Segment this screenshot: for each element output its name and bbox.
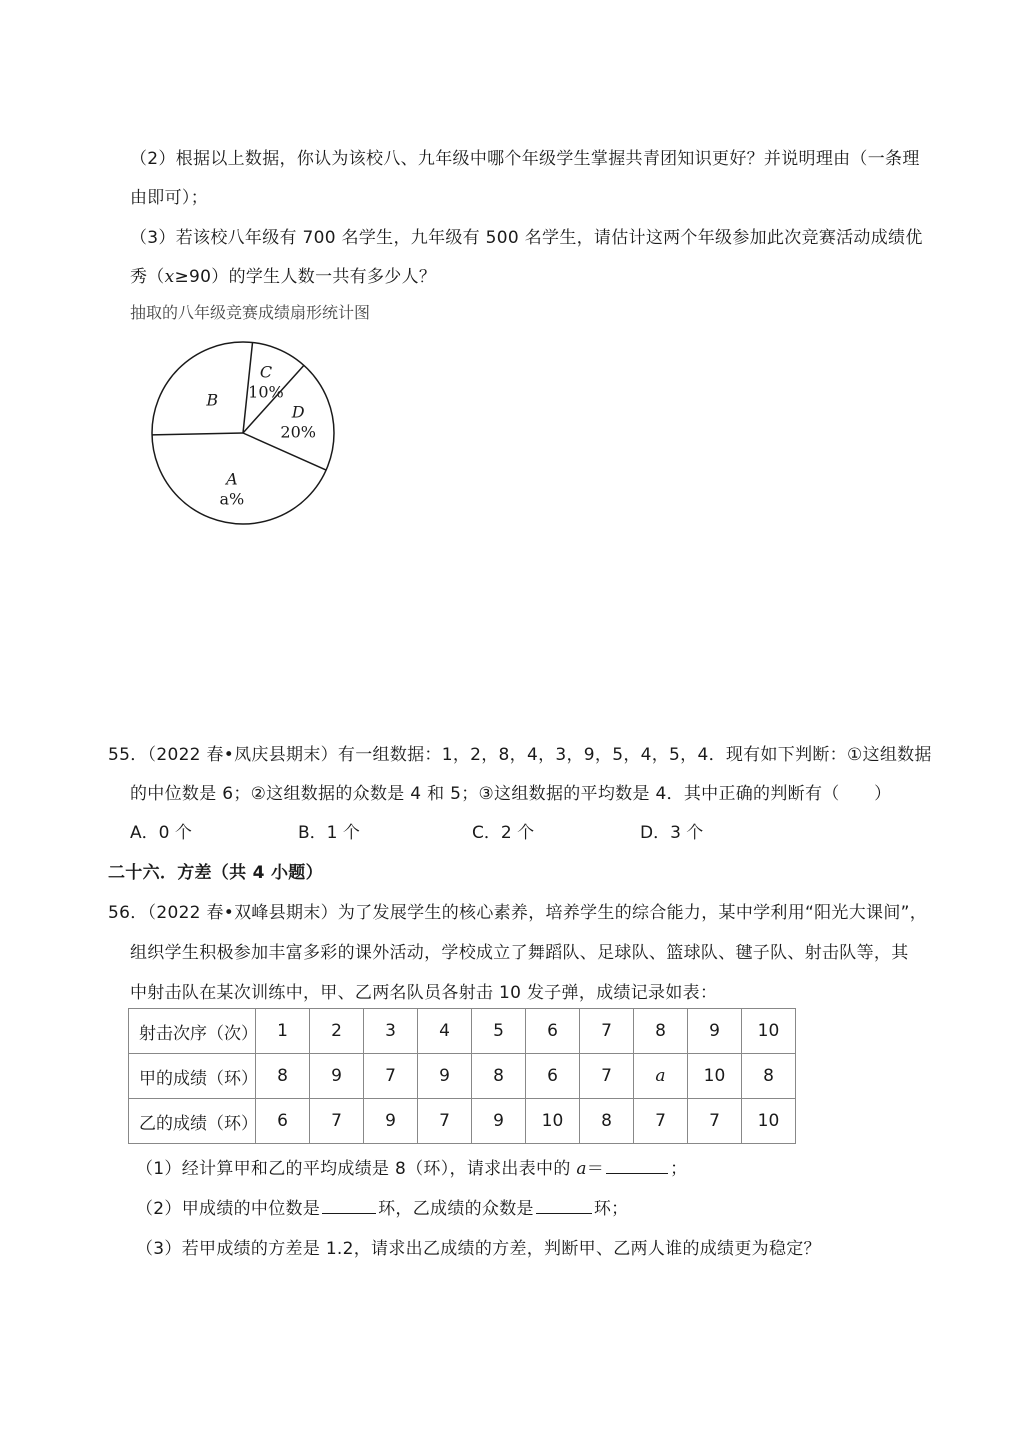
q54-part2-line1: （2）根据以上数据，你认为该校八、九年级中哪个年级学生掌握共青团知识更好？并说明理由（一条理	[130, 149, 920, 169]
table-cell: 9	[688, 1009, 742, 1054]
chart-title: 抽取的八年级竞赛成绩扇形统计图	[130, 303, 371, 322]
q56-sub2	[136, 1194, 628, 1219]
table-cell: 1	[256, 1009, 310, 1054]
table-cell: 8	[256, 1054, 310, 1099]
option-a: A．0 个	[130, 823, 192, 843]
table-cell: 10	[526, 1099, 580, 1144]
table-cell: 6	[256, 1099, 310, 1144]
table-cell: 2	[310, 1009, 364, 1054]
q56-line2: 组织学生积极参加丰富多彩的课外活动，学校成立了舞蹈队、足球队、篮球队、毽子队、射击队等，其	[130, 943, 909, 963]
row-header: 甲的成绩（环）	[129, 1054, 256, 1099]
slice-label-a: A	[226, 469, 238, 489]
q56-sub3: （3）若甲成绩的方差是 1.2，请求出乙成绩的方差，判断甲、乙两人谁的成绩更为稳定？	[136, 1239, 821, 1259]
table-cell-variable-a: a	[634, 1054, 688, 1099]
q56-sub1	[136, 1154, 687, 1179]
table-row-order	[129, 1009, 796, 1054]
table-cell: 6	[526, 1009, 580, 1054]
score-table	[128, 1008, 796, 1144]
pie-chart	[132, 322, 352, 542]
slice-divider-b	[152, 433, 243, 435]
q56-sub2-end: 环；	[593, 1199, 629, 1219]
q54-part3-pre: 秀（	[130, 267, 165, 287]
option-c: C．2 个	[472, 823, 535, 843]
q56-sub2-pre: （2）甲成绩的中位数是	[136, 1199, 321, 1219]
slice-label-b: B	[206, 390, 219, 410]
table-cell: 8	[472, 1054, 526, 1099]
slice-value-d: 20%	[280, 422, 316, 442]
table-cell: 4	[418, 1009, 472, 1054]
table-cell: 3	[364, 1009, 418, 1054]
slice-label-c: C	[259, 362, 273, 382]
table-cell: 8	[580, 1099, 634, 1144]
q56-sub1-end: ；	[670, 1159, 688, 1179]
q56-sub1-eq: ＝	[586, 1159, 605, 1179]
table-cell: 7	[418, 1099, 472, 1144]
table-cell: 7	[580, 1009, 634, 1054]
row-header: 射击次序（次）	[129, 1009, 256, 1054]
q55-line2: 的中位数是 6；②这组数据的众数是 4 和 5；③这组数据的平均数是 4．其中正确的判断有（ ）	[130, 784, 892, 804]
q55-line1: 55．（2022 春•凤庆县期末）有一组数据：1，2，8，4，3，9，5，4，5，4．现有如下判断：①这组数据	[108, 745, 932, 765]
table-cell: 8	[742, 1054, 796, 1099]
table-row-jia	[129, 1054, 796, 1099]
option-b: B．1 个	[298, 823, 360, 843]
table-cell: 5	[472, 1009, 526, 1054]
row-header: 乙的成绩（环）	[129, 1099, 256, 1144]
table-cell: 10	[742, 1009, 796, 1054]
answer-blank[interactable]	[322, 1212, 376, 1214]
table-cell: 7	[688, 1099, 742, 1144]
variable-x: x	[164, 267, 175, 287]
option-d: D．3 个	[640, 823, 704, 843]
slice-label-d: D	[291, 402, 305, 422]
table-row-yi	[129, 1099, 796, 1144]
q54-part3-line1: （3）若该校八年级有 700 名学生，九年级有 500 名学生，请估计这两个年级参加此次竞赛活动成绩优	[130, 228, 923, 248]
q56-sub1-pre: （1）经计算甲和乙的平均成绩是 8（环），请求出表中的	[136, 1159, 577, 1179]
q56-line1: 56．（2022 春•双峰县期末）为了发展学生的核心素养，培养学生的综合能力，某中学利用“阳光大课间”，	[108, 903, 928, 923]
table-cell: 9	[418, 1054, 472, 1099]
variable-a: a	[576, 1159, 587, 1179]
answer-blank[interactable]	[536, 1212, 592, 1214]
table-cell: 9	[310, 1054, 364, 1099]
slice-value-c: 10%	[248, 382, 284, 402]
q54-part2-line2: 由即可）；	[130, 188, 208, 208]
table-cell: 10	[688, 1054, 742, 1099]
table-cell: 7	[364, 1054, 418, 1099]
q56-line3: 中射击队在某次训练中，甲、乙两名队员各射击 10 发子弹，成绩记录如表：	[130, 983, 718, 1003]
table-cell: 7	[580, 1054, 634, 1099]
q56-sub2-mid: 环，乙成绩的众数是	[378, 1199, 534, 1219]
section-heading: 二十六．方差（共 4 小题）	[108, 863, 323, 883]
table-cell: 6	[526, 1054, 580, 1099]
table-cell: 9	[472, 1099, 526, 1144]
table-cell: 10	[742, 1099, 796, 1144]
table-cell: 8	[634, 1009, 688, 1054]
table-cell: 7	[310, 1099, 364, 1144]
slice-value-a: a%	[219, 489, 245, 509]
answer-blank[interactable]	[606, 1172, 668, 1174]
q54-part3-post: ≥90）的学生人数一共有多少人？	[174, 267, 437, 287]
q54-part3-line2	[130, 262, 436, 287]
table-cell: 7	[634, 1099, 688, 1144]
table-cell: 9	[364, 1099, 418, 1144]
